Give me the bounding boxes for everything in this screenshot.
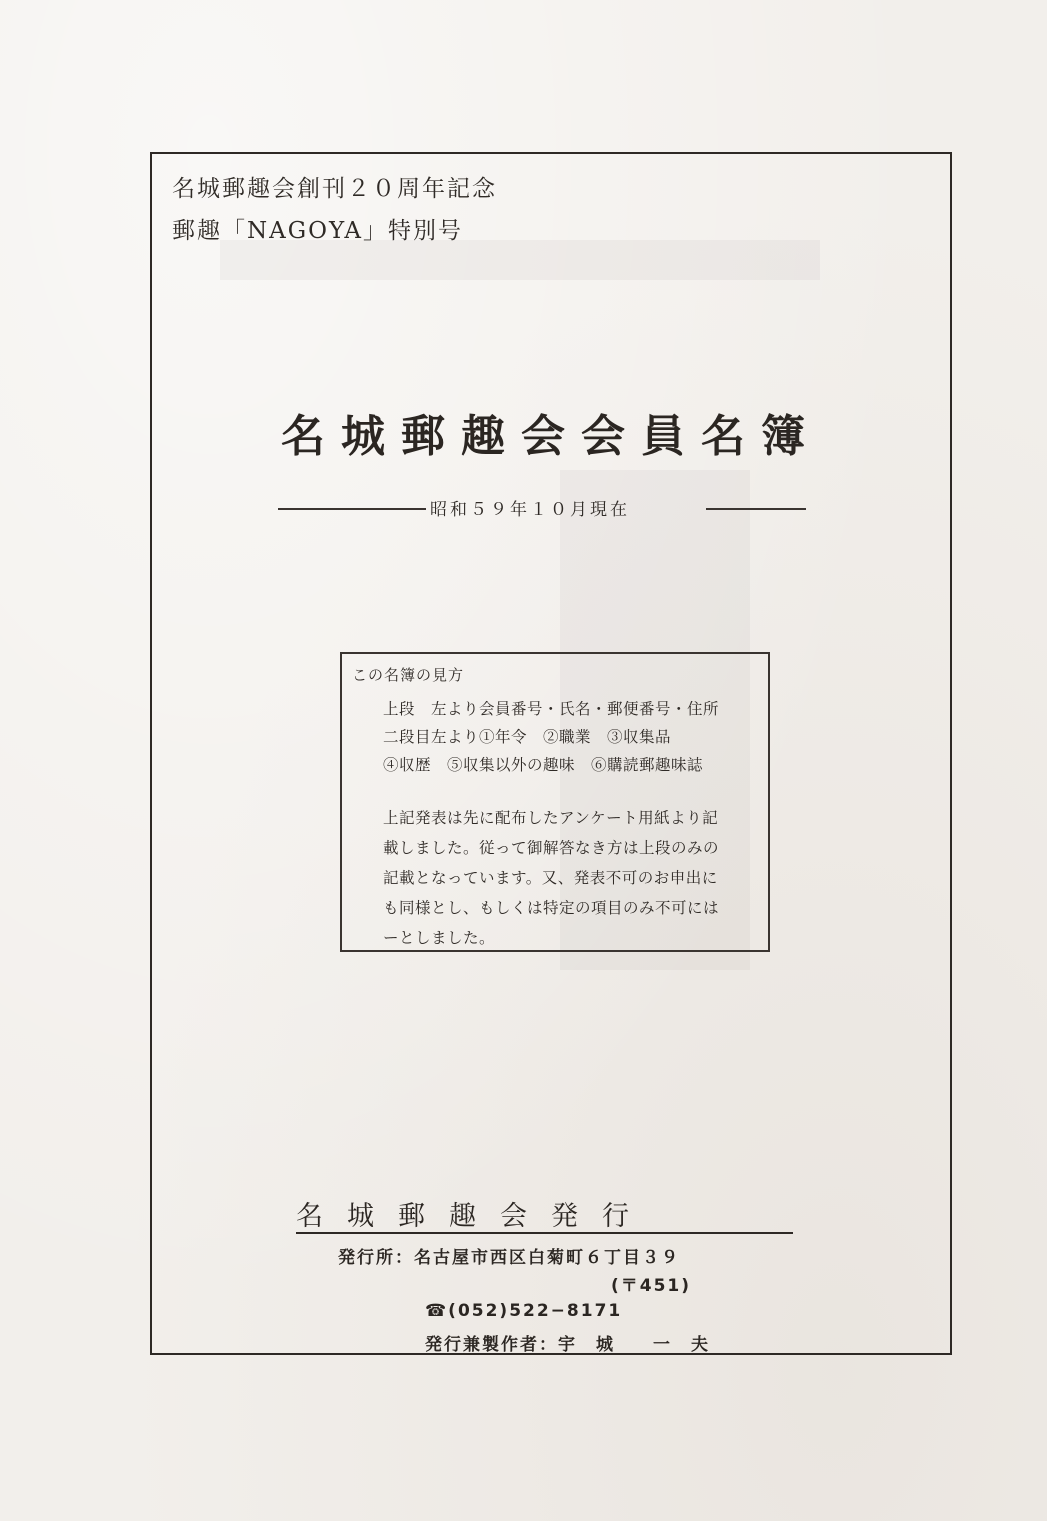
legend-line: 上段 左より会員番号・氏名・郵便番号・住所 bbox=[383, 700, 720, 718]
series-title-line-1: 名城郵趣会創刊２０周年記念 bbox=[172, 176, 497, 202]
series-title-line-2: 郵趣「NAGOYA」特別号 bbox=[172, 218, 463, 244]
date-row bbox=[278, 495, 806, 523]
legend-line: ④収歴 ⑤収集以外の趣味 ⑥購読郵趣味誌 bbox=[383, 756, 704, 774]
legend-note-line: ーとしました。 bbox=[383, 929, 496, 947]
date-text: 昭和５９年１０月現在 bbox=[430, 500, 630, 520]
publisher-address: 発行所：名古屋市西区白菊町６丁目３９ bbox=[338, 1248, 680, 1268]
legend-line: 二段目左より①年令 ②職業 ③収集品 bbox=[383, 728, 672, 746]
legend-note-line: 載しました。従って御解答なき方は上段のみの bbox=[383, 839, 720, 857]
date-rule-right bbox=[706, 508, 806, 510]
legend-note-line: も同様とし、もしくは特定の項目のみ不可には bbox=[383, 899, 720, 917]
legend-note-line: 記載となっています。又、発表不可のお申出に bbox=[383, 869, 718, 887]
publisher-rule bbox=[296, 1232, 793, 1234]
legend-note-line: 上記発表は先に配布したアンケート用紙より記 bbox=[383, 809, 719, 827]
publisher-name: 名城郵趣会発行 bbox=[296, 1201, 653, 1232]
publisher-phone: ☎(052)522−8171 bbox=[425, 1301, 623, 1321]
publisher-postal-code: (〒451) bbox=[611, 1276, 692, 1296]
legend-heading: この名簿の見方 bbox=[352, 666, 465, 684]
document-title: 名城郵趣会会員名簿 bbox=[281, 411, 821, 462]
publisher-maker: 発行兼製作者：宇 城 一 夫 bbox=[425, 1335, 710, 1355]
date-rule-left bbox=[278, 508, 426, 510]
